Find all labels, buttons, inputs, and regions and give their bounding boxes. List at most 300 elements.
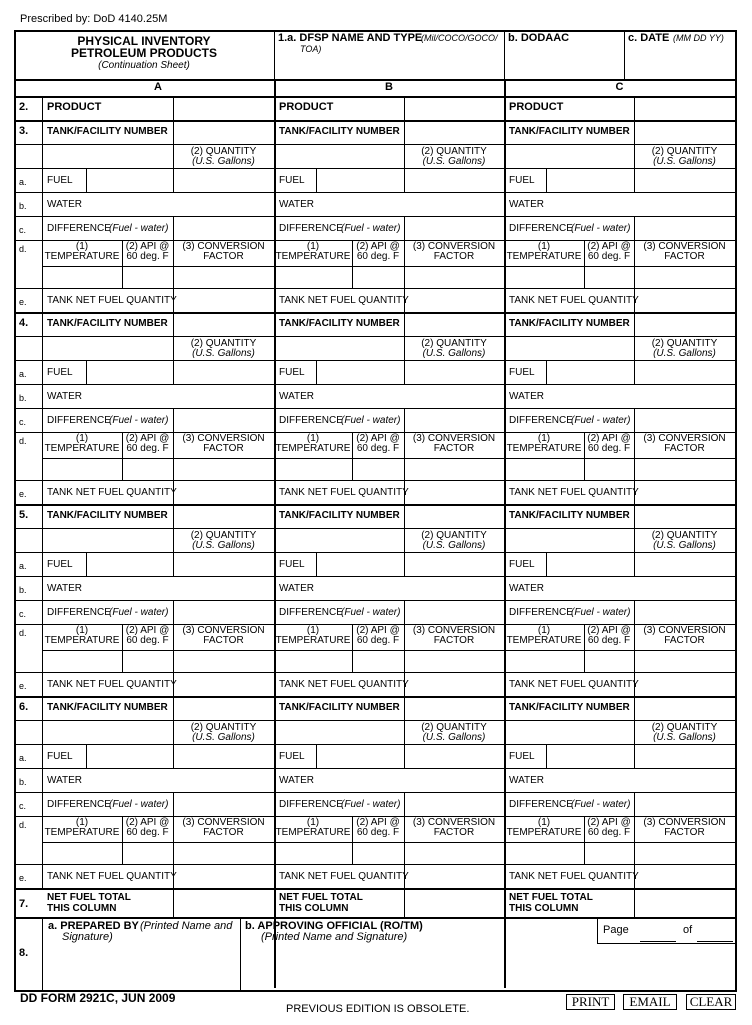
- water-label: WATER: [47, 775, 82, 786]
- fuel-quantity-input-c[interactable]: [636, 746, 733, 766]
- sub-row-letter: a.: [19, 369, 27, 379]
- temperature-header-2: TEMPERATURE: [506, 251, 582, 262]
- temperature-input-a[interactable]: [44, 460, 120, 478]
- difference-label: DIFFERENCE: [509, 223, 573, 234]
- water-label: WATER: [279, 583, 314, 594]
- grid-line: [404, 96, 405, 120]
- temperature-header-2: TEMPERATURE: [44, 443, 120, 454]
- conversion-header: (3) CONVERSION: [412, 817, 496, 828]
- net-quantity-input-c[interactable]: [636, 674, 733, 694]
- fuel-quantity-input-a[interactable]: [175, 746, 272, 766]
- page-total-input[interactable]: [697, 922, 733, 940]
- grid-line: [42, 917, 43, 990]
- fuel-label: FUEL: [509, 751, 535, 762]
- grid-line: [597, 917, 735, 918]
- approving-official-label: b. APPROVING OFFICIAL (RO/TM): [245, 920, 423, 932]
- quantity-units: (U.S. Gallons): [653, 732, 716, 743]
- temperature-header-2: TEMPERATURE: [275, 443, 351, 454]
- quantity-units: (U.S. Gallons): [653, 348, 716, 359]
- net-quantity-input-b[interactable]: [406, 674, 502, 694]
- net-quantity-input-c[interactable]: [636, 290, 733, 310]
- net-total-label-2: THIS COLUMN: [279, 903, 349, 914]
- column-header-c: C: [615, 81, 624, 93]
- grid-line: [14, 792, 735, 793]
- difference-input-a[interactable]: [175, 602, 272, 622]
- dfsp-hint-2: TOA): [300, 44, 322, 54]
- fuel-reading-input-c[interactable]: [548, 746, 632, 766]
- water-reading-input-c[interactable]: [548, 578, 632, 598]
- fuel-reading-input-a[interactable]: [88, 362, 171, 382]
- water-quantity-input-b[interactable]: [406, 770, 502, 790]
- api-input-a[interactable]: [124, 460, 171, 478]
- form-id: DD FORM 2921C, JUN 2009: [20, 991, 176, 1005]
- water-quantity-input-b[interactable]: [406, 194, 502, 214]
- fuel-reading-input-a[interactable]: [88, 170, 171, 190]
- conversion-header-2: FACTOR: [664, 443, 705, 454]
- conversion-input-c[interactable]: [636, 652, 733, 670]
- conversion-input-b[interactable]: [406, 652, 502, 670]
- net-quantity-label: TANK NET FUEL QUANTITY: [279, 679, 409, 690]
- net-total-input-c[interactable]: [636, 890, 733, 914]
- net-total-label: NET FUEL TOTAL: [47, 892, 131, 903]
- grid-line: [42, 458, 735, 459]
- water-quantity-input-b[interactable]: [406, 578, 502, 598]
- grid-line: [404, 888, 405, 917]
- water-reading-input-c[interactable]: [548, 194, 632, 214]
- sub-row-letter: b.: [19, 393, 27, 403]
- row-number: 5.: [19, 509, 29, 521]
- temperature-header: (1): [306, 817, 320, 828]
- temperature-input-a[interactable]: [44, 268, 120, 286]
- conversion-input-a[interactable]: [175, 652, 272, 670]
- fuel-label: FUEL: [47, 175, 73, 186]
- product-input-c[interactable]: [636, 98, 733, 117]
- tank-facility-label: TANK/FACILITY NUMBER: [47, 510, 168, 521]
- fuel-reading-input-b[interactable]: [318, 170, 402, 190]
- form-border-left: [14, 30, 16, 990]
- row-number: 8.: [19, 947, 29, 959]
- dodaac-input[interactable]: [508, 48, 620, 76]
- quantity-header: (2) QUANTITY: [421, 530, 487, 541]
- fuel-label: FUEL: [279, 559, 305, 570]
- api-header-2: 60 deg. F: [356, 443, 400, 454]
- net-total-input-b[interactable]: [406, 890, 502, 914]
- api-header-2: 60 deg. F: [126, 251, 169, 262]
- difference-label: DIFFERENCE: [279, 799, 343, 810]
- temperature-header-2: TEMPERATURE: [275, 827, 351, 838]
- product-label: PRODUCT: [47, 101, 102, 113]
- difference-label: DIFFERENCE: [279, 415, 343, 426]
- api-input-c[interactable]: [586, 268, 632, 286]
- api-input-a[interactable]: [124, 268, 171, 286]
- date-label: c. DATE: [628, 32, 670, 44]
- conversion-header-2: FACTOR: [433, 251, 475, 262]
- sub-row-letter: e.: [19, 681, 27, 691]
- conversion-input-b[interactable]: [406, 844, 502, 862]
- grid-line: [14, 552, 735, 553]
- water-quantity-input-a[interactable]: [175, 386, 272, 406]
- conversion-input-c[interactable]: [636, 460, 733, 478]
- grid-line: [546, 552, 547, 576]
- fuel-quantity-input-a[interactable]: [175, 362, 272, 382]
- difference-input-a[interactable]: [175, 218, 272, 238]
- prepared-by-input[interactable]: [46, 946, 236, 986]
- water-reading-input-a[interactable]: [88, 770, 171, 790]
- temperature-input-b[interactable]: [276, 460, 350, 478]
- water-reading-input-c[interactable]: [548, 770, 632, 790]
- difference-input-a[interactable]: [175, 794, 272, 814]
- api-header: (2) API @: [587, 433, 631, 444]
- sub-row-letter: d.: [19, 628, 27, 638]
- water-label: WATER: [279, 199, 314, 210]
- fuel-reading-input-a[interactable]: [88, 746, 171, 766]
- fuel-reading-input-b[interactable]: [318, 554, 402, 574]
- column-header-b: B: [385, 81, 393, 93]
- api-header: (2) API @: [587, 241, 631, 252]
- grid-line: [173, 96, 174, 120]
- api-header: (2) API @: [356, 817, 400, 828]
- difference-input-c[interactable]: [636, 410, 733, 430]
- net-quantity-label: TANK NET FUEL QUANTITY: [509, 487, 639, 498]
- grid-line: [14, 144, 735, 145]
- conversion-input-c[interactable]: [636, 844, 733, 862]
- sub-row-letter: c.: [19, 225, 27, 235]
- water-quantity-input-a[interactable]: [175, 194, 272, 214]
- fuel-quantity-input-b[interactable]: [406, 746, 502, 766]
- difference-label: DIFFERENCE: [509, 607, 573, 618]
- row-number: 4.: [19, 317, 29, 329]
- quantity-header: (2) QUANTITY: [190, 146, 257, 157]
- print-button[interactable]: PRINT: [566, 994, 615, 1010]
- water-quantity-input-c[interactable]: [636, 578, 733, 598]
- fuel-reading-input-b[interactable]: [318, 362, 402, 382]
- conversion-input-b[interactable]: [406, 460, 502, 478]
- net-quantity-input-a[interactable]: [175, 866, 272, 886]
- difference-input-b[interactable]: [406, 602, 502, 622]
- conversion-input-a[interactable]: [175, 268, 272, 286]
- temperature-header: (1): [75, 625, 89, 636]
- water-reading-input-b[interactable]: [318, 578, 402, 598]
- grid-line: [42, 842, 735, 843]
- sub-row-letter: b.: [19, 585, 27, 595]
- fuel-label: FUEL: [279, 751, 305, 762]
- water-label: WATER: [509, 583, 544, 594]
- water-reading-input-a[interactable]: [88, 578, 171, 598]
- tank-facility-input-a[interactable]: [175, 506, 272, 526]
- grid-line: [640, 941, 676, 942]
- grid-line: [624, 30, 625, 79]
- api-input-b[interactable]: [354, 844, 402, 862]
- temperature-header-2: TEMPERATURE: [275, 251, 351, 262]
- page-number-input[interactable]: [640, 922, 676, 940]
- water-reading-input-b[interactable]: [318, 386, 402, 406]
- quantity-header: (2) QUANTITY: [651, 722, 718, 733]
- temperature-header: (1): [306, 241, 320, 252]
- sub-row-letter: d.: [19, 820, 27, 830]
- grid-line: [634, 96, 635, 120]
- product-input-a[interactable]: [175, 98, 272, 117]
- conversion-header: (3) CONVERSION: [412, 433, 496, 444]
- temperature-input-b[interactable]: [276, 844, 350, 862]
- dodaac-label: b. DODAAC: [508, 32, 570, 44]
- row-number: 7.: [19, 898, 29, 910]
- water-reading-input-c[interactable]: [548, 386, 632, 406]
- fuel-label: FUEL: [279, 175, 305, 186]
- difference-input-c[interactable]: [636, 602, 733, 622]
- api-header: (2) API @: [356, 625, 400, 636]
- grid-line: [316, 552, 317, 576]
- conversion-input-c[interactable]: [636, 268, 733, 286]
- api-input-c[interactable]: [586, 844, 632, 862]
- net-quantity-input-a[interactable]: [175, 674, 272, 694]
- tank-facility-input-c[interactable]: [636, 506, 733, 526]
- api-input-c[interactable]: [586, 460, 632, 478]
- conversion-header-2: FACTOR: [203, 635, 244, 646]
- grid-line: [316, 168, 317, 192]
- prepared-by-label: a. PREPARED BY: [48, 920, 139, 932]
- conversion-header: (3) CONVERSION: [643, 817, 726, 828]
- difference-hint: (Fuel - water): [571, 223, 631, 234]
- email-button[interactable]: EMAIL: [623, 994, 677, 1010]
- dfsp-label: 1.a. DFSP NAME AND TYPE: [278, 32, 423, 44]
- water-quantity-input-a[interactable]: [175, 578, 272, 598]
- difference-input-b[interactable]: [406, 410, 502, 430]
- temperature-input-a[interactable]: [44, 844, 120, 862]
- water-quantity-input-a[interactable]: [175, 770, 272, 790]
- grid-line: [14, 672, 735, 673]
- api-header: (2) API @: [125, 625, 170, 636]
- api-header-2: 60 deg. F: [126, 827, 169, 838]
- fuel-reading-input-b[interactable]: [318, 746, 402, 766]
- product-input-b[interactable]: [406, 98, 502, 117]
- sub-row-letter: a.: [19, 561, 27, 571]
- tank-facility-input-b[interactable]: [406, 698, 502, 718]
- water-reading-input-b[interactable]: [318, 770, 402, 790]
- form-title-line2: PETROLEUM PRODUCTS: [70, 46, 217, 60]
- conversion-header-2: FACTOR: [433, 827, 475, 838]
- prepared-by-hint: (Printed Name and: [140, 920, 233, 932]
- conversion-header-2: FACTOR: [433, 635, 475, 646]
- form-title-line1: PHYSICAL INVENTORY: [77, 34, 211, 48]
- api-header-2: 60 deg. F: [356, 251, 400, 262]
- page-label: Page: [603, 924, 629, 936]
- fuel-reading-input-c[interactable]: [548, 170, 632, 190]
- conversion-header-2: FACTOR: [203, 251, 244, 262]
- temperature-input-c[interactable]: [506, 460, 582, 478]
- column-header-a: A: [154, 81, 162, 93]
- net-quantity-input-b[interactable]: [406, 482, 502, 502]
- net-total-label-2: THIS COLUMN: [509, 903, 579, 914]
- net-quantity-input-a[interactable]: [175, 290, 272, 310]
- difference-label: DIFFERENCE: [47, 223, 111, 234]
- tank-facility-input-a[interactable]: [175, 698, 272, 718]
- api-input-b[interactable]: [354, 268, 402, 286]
- water-quantity-input-c[interactable]: [636, 386, 733, 406]
- api-input-a[interactable]: [124, 652, 171, 670]
- temperature-input-b[interactable]: [276, 268, 350, 286]
- grid-line: [14, 888, 735, 890]
- tank-facility-input-c[interactable]: [636, 122, 733, 142]
- grid-line: [14, 528, 735, 529]
- difference-input-c[interactable]: [636, 218, 733, 238]
- fuel-quantity-input-b[interactable]: [406, 170, 502, 190]
- api-header-2: 60 deg. F: [587, 635, 631, 646]
- api-input-b[interactable]: [354, 460, 402, 478]
- api-input-c[interactable]: [586, 652, 632, 670]
- difference-label: DIFFERENCE: [279, 607, 343, 618]
- temperature-input-a[interactable]: [44, 652, 120, 670]
- net-quantity-input-b[interactable]: [406, 866, 502, 886]
- fuel-quantity-input-b[interactable]: [406, 554, 502, 574]
- grid-line: [316, 360, 317, 384]
- water-quantity-input-b[interactable]: [406, 386, 502, 406]
- fuel-label: FUEL: [509, 367, 535, 378]
- conversion-input-a[interactable]: [175, 460, 272, 478]
- api-input-b[interactable]: [354, 652, 402, 670]
- difference-input-c[interactable]: [636, 794, 733, 814]
- tank-facility-input-a[interactable]: [175, 314, 272, 334]
- quantity-units: (U.S. Gallons): [192, 732, 255, 743]
- difference-hint: (Fuel - water): [571, 415, 631, 426]
- net-quantity-input-c[interactable]: [636, 482, 733, 502]
- api-header: (2) API @: [125, 241, 170, 252]
- grid-line: [14, 864, 735, 865]
- sub-row-letter: c.: [19, 609, 27, 619]
- fuel-label: FUEL: [509, 559, 535, 570]
- grid-line: [634, 888, 635, 917]
- water-label: WATER: [509, 391, 544, 402]
- quantity-header: (2) QUANTITY: [651, 530, 718, 541]
- temperature-header: (1): [537, 625, 551, 636]
- conversion-input-b[interactable]: [406, 268, 502, 286]
- temperature-input-b[interactable]: [276, 652, 350, 670]
- api-header-2: 60 deg. F: [587, 443, 631, 454]
- water-quantity-input-c[interactable]: [636, 194, 733, 214]
- tank-facility-input-b[interactable]: [406, 506, 502, 526]
- temperature-header-2: TEMPERATURE: [275, 635, 351, 646]
- temperature-header: (1): [75, 817, 89, 828]
- difference-hint: (Fuel - water): [109, 799, 169, 810]
- approving-official-input[interactable]: [244, 946, 594, 986]
- conversion-input-a[interactable]: [175, 844, 272, 862]
- net-quantity-input-c[interactable]: [636, 866, 733, 886]
- fuel-reading-input-c[interactable]: [548, 554, 632, 574]
- net-quantity-label: TANK NET FUEL QUANTITY: [47, 487, 177, 498]
- temperature-input-c[interactable]: [506, 844, 582, 862]
- conversion-header-2: FACTOR: [203, 827, 244, 838]
- fuel-quantity-input-c[interactable]: [636, 554, 733, 574]
- grid-line: [14, 768, 735, 769]
- fuel-quantity-input-a[interactable]: [175, 554, 272, 574]
- quantity-units: (U.S. Gallons): [653, 156, 716, 167]
- grid-line: [240, 917, 241, 990]
- water-reading-input-a[interactable]: [88, 194, 171, 214]
- prescribed-by: Prescribed by: DoD 4140.25M: [20, 13, 168, 25]
- difference-hint: (Fuel - water): [341, 799, 401, 810]
- difference-input-a[interactable]: [175, 410, 272, 430]
- date-input[interactable]: [628, 48, 732, 76]
- fuel-reading-input-a[interactable]: [88, 554, 171, 574]
- grid-line: [14, 720, 735, 721]
- water-quantity-input-c[interactable]: [636, 770, 733, 790]
- tank-facility-label: TANK/FACILITY NUMBER: [279, 702, 400, 713]
- tank-facility-label: TANK/FACILITY NUMBER: [509, 318, 630, 329]
- sub-row-letter: c.: [19, 801, 27, 811]
- fuel-quantity-input-c[interactable]: [636, 170, 733, 190]
- form-border-right: [735, 30, 737, 990]
- net-quantity-input-b[interactable]: [406, 290, 502, 310]
- tank-facility-input-c[interactable]: [636, 698, 733, 718]
- quantity-header: (2) QUANTITY: [190, 722, 257, 733]
- tank-facility-input-b[interactable]: [406, 314, 502, 334]
- tank-facility-input-b[interactable]: [406, 122, 502, 142]
- temperature-header-2: TEMPERATURE: [44, 635, 120, 646]
- fuel-quantity-input-c[interactable]: [636, 362, 733, 382]
- dfsp-name-input[interactable]: [278, 56, 500, 76]
- api-header: (2) API @: [356, 433, 400, 444]
- grid-line: [14, 168, 735, 169]
- water-label: WATER: [47, 199, 82, 210]
- grid-line: [14, 312, 735, 314]
- fuel-quantity-input-a[interactable]: [175, 170, 272, 190]
- water-label: WATER: [47, 583, 82, 594]
- grid-line: [14, 96, 735, 98]
- of-label: of: [683, 924, 693, 936]
- conversion-header: (3) CONVERSION: [643, 625, 726, 636]
- temperature-header-2: TEMPERATURE: [44, 827, 120, 838]
- water-reading-input-a[interactable]: [88, 386, 171, 406]
- tank-facility-input-a[interactable]: [175, 122, 272, 142]
- difference-input-b[interactable]: [406, 218, 502, 238]
- conversion-header-2: FACTOR: [664, 635, 705, 646]
- difference-hint: (Fuel - water): [109, 223, 169, 234]
- fuel-label: FUEL: [47, 559, 73, 570]
- grid-line: [86, 360, 87, 384]
- sub-row-letter: d.: [19, 436, 27, 446]
- grid-line: [597, 917, 598, 943]
- water-reading-input-b[interactable]: [318, 194, 402, 214]
- difference-label: DIFFERENCE: [509, 415, 573, 426]
- clear-button[interactable]: CLEAR: [686, 994, 736, 1010]
- api-header-2: 60 deg. F: [126, 443, 169, 454]
- quantity-units: (U.S. Gallons): [422, 348, 486, 359]
- net-quantity-input-a[interactable]: [175, 482, 272, 502]
- net-total-input-a[interactable]: [175, 890, 272, 914]
- quantity-units: (U.S. Gallons): [422, 732, 486, 743]
- water-label: WATER: [47, 391, 82, 402]
- temperature-header: (1): [537, 433, 551, 444]
- grid-line: [14, 79, 735, 81]
- water-label: WATER: [279, 775, 314, 786]
- temperature-input-c[interactable]: [506, 268, 582, 286]
- difference-label: DIFFERENCE: [509, 799, 573, 810]
- temperature-input-c[interactable]: [506, 652, 582, 670]
- quantity-units: (U.S. Gallons): [192, 156, 255, 167]
- api-input-a[interactable]: [124, 844, 171, 862]
- fuel-label: FUEL: [279, 367, 305, 378]
- grid-line: [14, 576, 735, 577]
- difference-input-b[interactable]: [406, 794, 502, 814]
- tank-facility-input-c[interactable]: [636, 314, 733, 334]
- water-label: WATER: [279, 391, 314, 402]
- sub-row-letter: c.: [19, 417, 27, 427]
- temperature-header: (1): [306, 433, 320, 444]
- fuel-reading-input-c[interactable]: [548, 362, 632, 382]
- net-quantity-label: TANK NET FUEL QUANTITY: [47, 295, 177, 306]
- fuel-quantity-input-b[interactable]: [406, 362, 502, 382]
- fuel-label: FUEL: [47, 367, 73, 378]
- grid-line: [173, 888, 174, 917]
